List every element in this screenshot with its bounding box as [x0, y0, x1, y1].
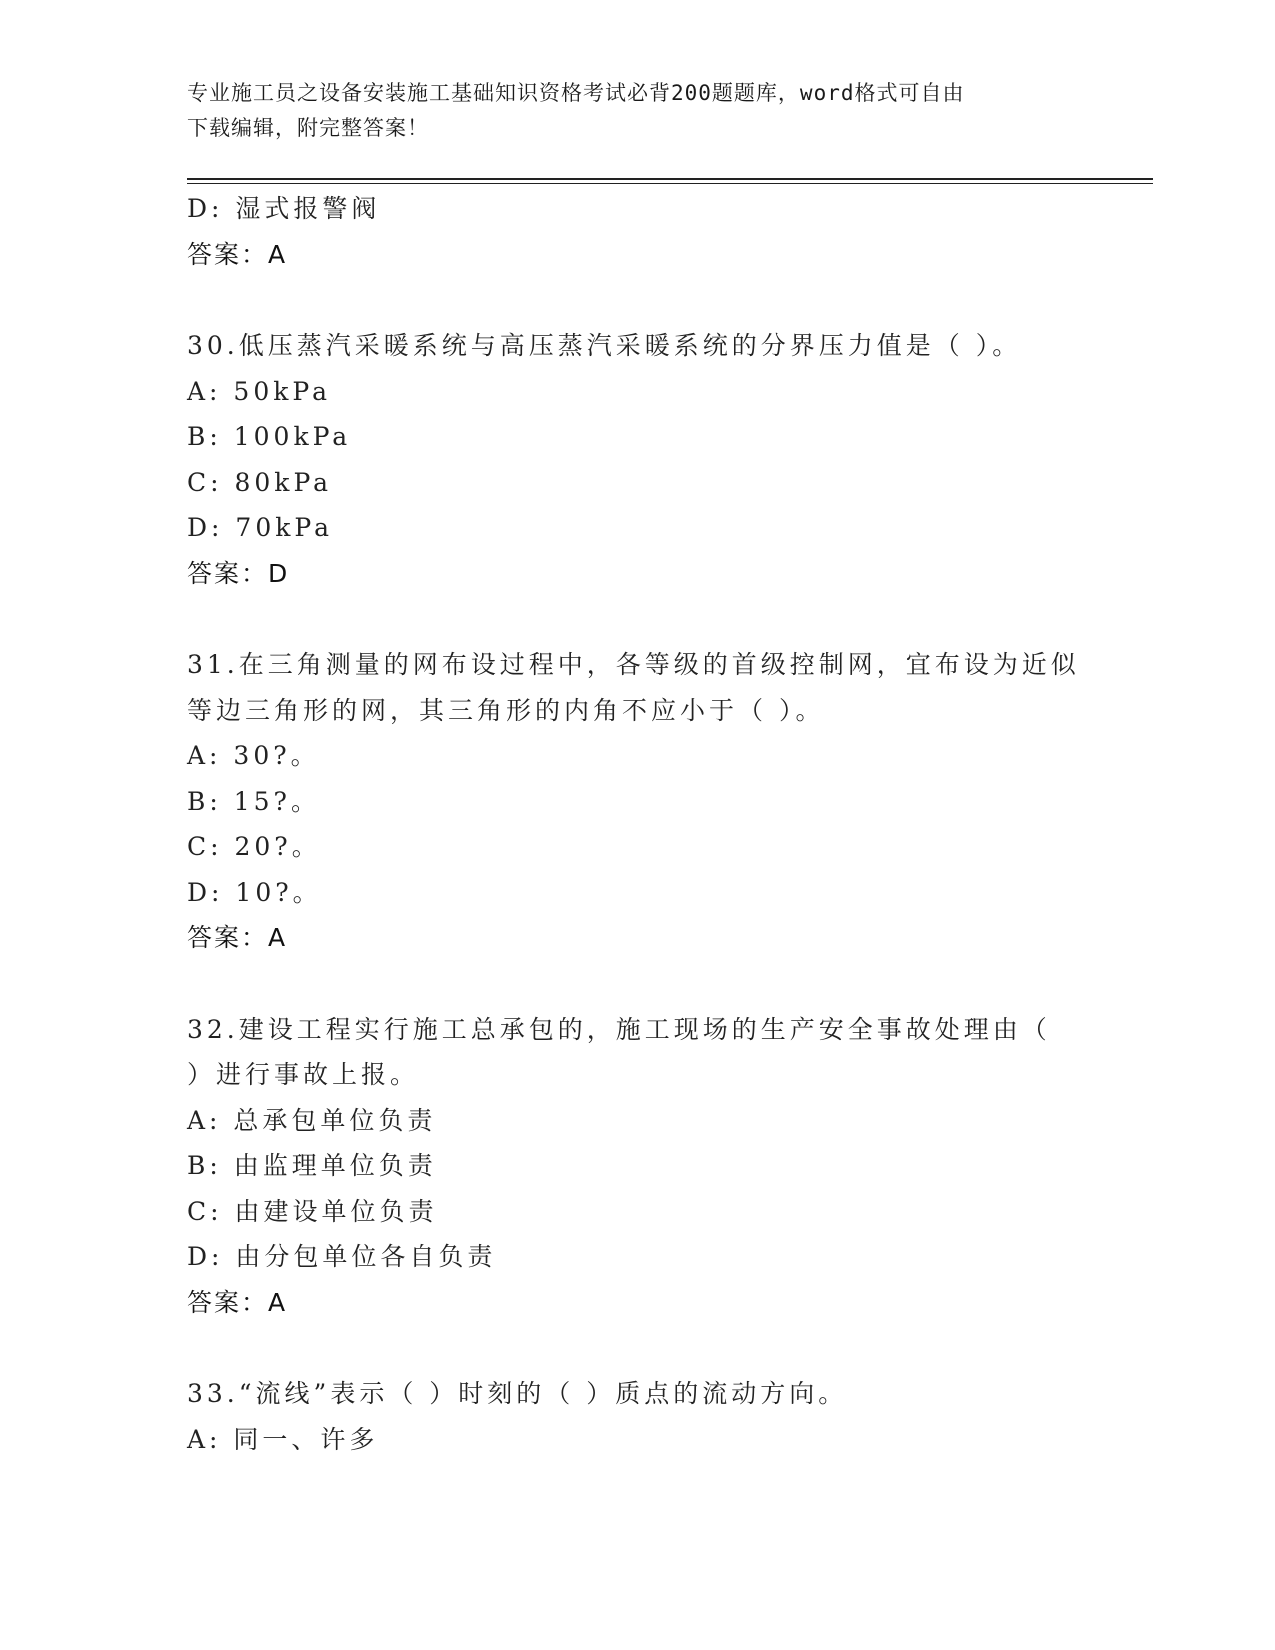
question-32 — [187, 1007, 1087, 1326]
header-rule-thin — [187, 183, 1153, 184]
document-header — [187, 76, 1067, 146]
question-30-answer: 答案：D — [187, 558, 290, 588]
prev-option-d: D: 湿式报警阀 — [187, 194, 381, 223]
question-32-option-a: A: 总承包单位负责 — [187, 1105, 437, 1135]
question-30-option-a: A: 50kPa — [187, 376, 331, 406]
question-33 — [187, 1371, 1087, 1462]
question-31-option-d: D: 10?。 — [187, 877, 322, 907]
question-30-stem: 30.低压蒸汽采暖系统与高压蒸汽采暖系统的分界压力值是（ ）。 — [187, 331, 1022, 360]
prev-answer: 答案：A — [187, 239, 288, 269]
question-31 — [187, 642, 1087, 961]
question-31-option-a: A: 30?。 — [187, 741, 320, 770]
question-31-answer: 答案：A — [187, 923, 288, 952]
question-31-option-b: B: 15?。 — [187, 786, 320, 816]
question-31-stem-line-2: 等边三角形的网，其三角形的内角不应小于（ ）。 — [187, 695, 825, 725]
question-33-option-a: A: 同一、许多 — [187, 1424, 379, 1454]
question-31-stem-line-1: 31.在三角测量的网布设过程中，各等级的首级控制网，宜布设为近似 — [187, 650, 1080, 679]
question-32-option-d: D: 由分包单位各自负责 — [187, 1242, 497, 1271]
question-31-option-c: C: 20?。 — [187, 832, 321, 861]
question-30 — [187, 323, 1087, 596]
question-list — [187, 186, 1087, 1462]
question-32-option-c: C: 由建设单位负责 — [187, 1196, 438, 1226]
question-30-option-b: B: 100kPa — [187, 422, 352, 451]
question-30-option-c: C: 80kPa — [187, 467, 333, 497]
question-30-option-d: D: 70kPa — [187, 513, 333, 542]
question-32-option-b: B: 由监理单位负责 — [187, 1151, 437, 1180]
question-32-stem-line-2: ）进行事故上报。 — [187, 1060, 420, 1089]
question-33-stem: 33.“流线”表示（ ）时刻的（ ）质点的流动方向。 — [187, 1379, 848, 1408]
question-32-stem-line-1: 32.建设工程实行施工总承包的，施工现场的生产安全事故处理由（ — [187, 1014, 1051, 1044]
header-line-1: 专业施工员之设备安装施工基础知识资格考试必背200题题库，word格式可自由 — [187, 81, 965, 105]
question-32-answer: 答案：A — [187, 1287, 288, 1317]
header-line-2: 下载编辑，附完整答案！ — [187, 116, 429, 140]
header-rule-thick — [187, 178, 1153, 180]
